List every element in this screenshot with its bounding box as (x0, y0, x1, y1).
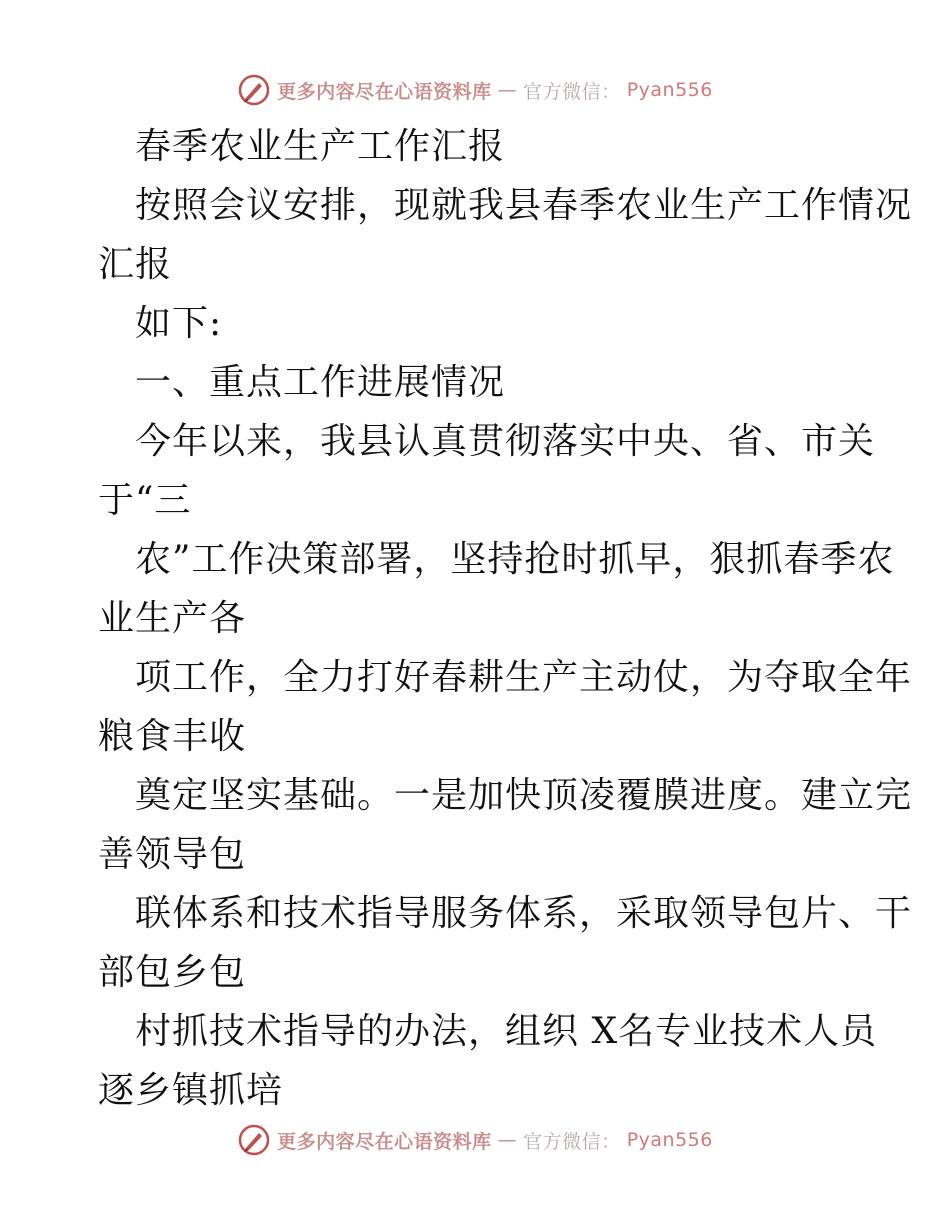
paragraph-line: 项工作，全力打好春耕生产主动仗，为夺取全年 (135, 657, 913, 698)
watermark-wechat-id: Pyan556 (626, 79, 713, 101)
paragraph-line: 如下: (135, 303, 223, 344)
section-heading: 一、重点工作进展情况 (135, 362, 506, 403)
paragraph-line: 联体系和技术指导服务体系，采取领导包片、干 (135, 893, 913, 934)
pen-logo-icon (237, 73, 271, 107)
pen-logo-icon (237, 1123, 271, 1157)
footer-watermark (0, 1120, 950, 1160)
watermark-wechat-id: Pyan556 (626, 1129, 713, 1151)
paragraph-line: 今年以来，我县认真贯彻落实中央、省、市关 (135, 421, 876, 462)
paragraph-line: 粮食丰收 (98, 716, 247, 757)
paragraph-line: 奠定坚实基础。一是加快顶凌覆膜进度。建立完 (135, 775, 913, 816)
paragraph-line: 于“三 (98, 480, 192, 521)
watermark-wechat-label: 官方微信： (523, 80, 621, 103)
watermark-main-text: 更多内容尽在心语资料库 (277, 80, 492, 103)
paragraph-line: 逐乡镇抓培 (98, 1070, 284, 1111)
paragraph-line: 善领导包 (98, 834, 247, 875)
paragraph-line: 汇报 (98, 244, 173, 285)
watermark-dash: — (497, 79, 518, 101)
paragraph-line: 村抓技术指导的办法，组织 X名专业技术人员 (135, 1011, 878, 1052)
paragraph-line: 部包乡包 (98, 952, 247, 993)
paragraph-line: 农”工作决策部署，坚持抢时抓早，狠抓春季农 (135, 539, 895, 580)
watermark-main-text: 更多内容尽在心语资料库 (277, 1130, 492, 1153)
watermark-wechat-label: 官方微信： (523, 1130, 621, 1153)
header-watermark (0, 70, 950, 110)
paragraph-line: 业生产各 (98, 598, 247, 639)
document-title: 春季农业生产工作汇报 (135, 126, 506, 167)
paragraph-line: 按照会议安排，现就我县春季农业生产工作情况 (135, 185, 913, 226)
watermark-dash: — (497, 1129, 518, 1151)
